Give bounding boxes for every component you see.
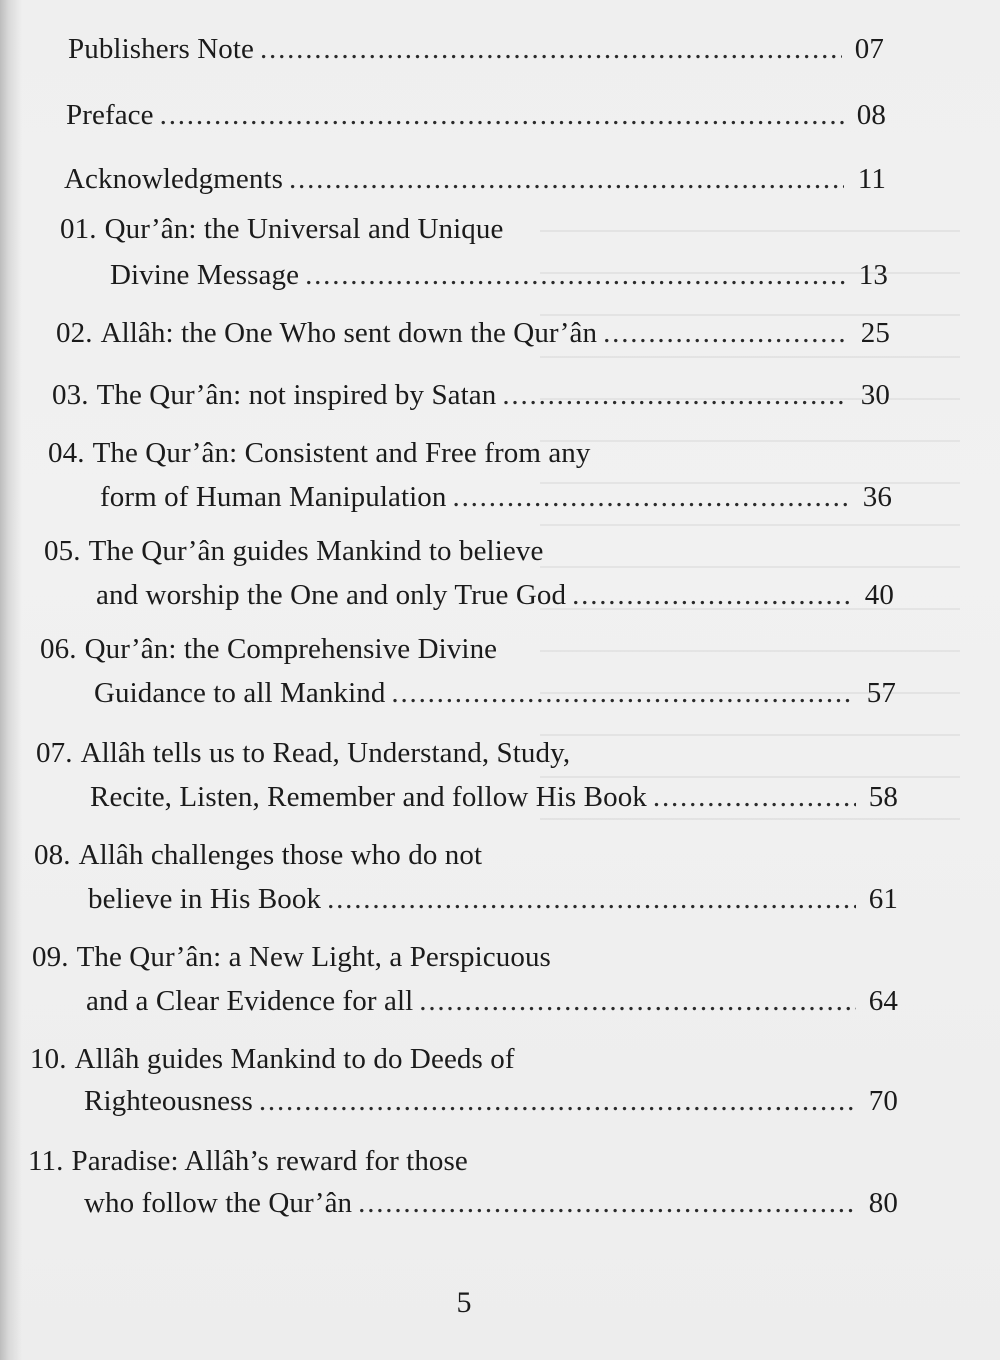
toc-page-number: 25 bbox=[860, 317, 890, 349]
toc-page-number: 40 bbox=[864, 579, 894, 611]
toc-entry-title: Qur’ân: the Comprehensive Divine bbox=[84, 633, 498, 665]
leader-dots bbox=[653, 781, 856, 814]
toc-entry-number: 05. bbox=[44, 535, 81, 567]
toc-entry-title: Preface bbox=[66, 99, 154, 131]
leader-dots bbox=[572, 579, 852, 612]
toc-page-number: 11 bbox=[857, 163, 886, 195]
toc-entry-title: The Qur’ân guides Mankind to believe bbox=[88, 535, 544, 567]
toc-entry-title: Acknowledgments bbox=[64, 163, 283, 195]
toc-entry-title: Paradise: Allâh’s reward for those bbox=[71, 1145, 468, 1177]
leader-dots bbox=[391, 677, 854, 710]
toc-entry-title-continued: and worship the One and only True God bbox=[96, 579, 567, 611]
leader-dots bbox=[603, 317, 848, 350]
toc-entry-title: The Qur’ân: a New Light, a Perspicuous bbox=[76, 941, 551, 973]
toc-entry-number: 09. bbox=[32, 941, 69, 973]
toc-entry-number: 03. bbox=[52, 379, 89, 411]
toc-page-number: 57 bbox=[866, 677, 896, 709]
toc-entry-title-continued: form of Human Manipulation bbox=[100, 481, 447, 513]
toc-entry-title-continued: and a Clear Evidence for all bbox=[86, 985, 414, 1017]
toc-entry-title-continued: Recite, Listen, Remember and follow His Book bbox=[90, 781, 647, 813]
toc-entry-title: Allâh challenges those who do not bbox=[78, 839, 483, 871]
toc-entry-title: Allâh guides Mankind to do Deeds of bbox=[74, 1043, 515, 1075]
toc-entry-title: The Qur’ân: Consistent and Free from any bbox=[92, 437, 591, 469]
page-number: 5 bbox=[456, 1286, 472, 1319]
toc-entry-number: 11. bbox=[28, 1145, 64, 1177]
toc-entry-number: 04. bbox=[48, 437, 85, 469]
leader-dots bbox=[260, 33, 842, 66]
toc-entry-title-continued: Divine Message bbox=[110, 259, 300, 291]
leader-dots bbox=[289, 163, 844, 196]
toc-page-number: 36 bbox=[862, 481, 892, 513]
leader-dots bbox=[419, 985, 856, 1018]
toc-entry-number: 02. bbox=[56, 317, 93, 349]
leader-dots bbox=[502, 379, 848, 412]
toc-entry-title-continued: Righteousness bbox=[84, 1085, 253, 1117]
toc-entry-number: 01. bbox=[60, 213, 97, 245]
toc-page-number: 58 bbox=[868, 781, 898, 813]
toc-entry-title: Qur’ân: the Universal and Unique bbox=[104, 213, 504, 245]
toc-page-number: 64 bbox=[868, 985, 898, 1017]
toc-page-number: 61 bbox=[868, 883, 898, 915]
leader-dots bbox=[305, 259, 846, 292]
leader-dots bbox=[327, 883, 856, 916]
leader-dots bbox=[453, 481, 850, 514]
leader-dots bbox=[259, 1085, 856, 1118]
toc-page-number: 30 bbox=[860, 379, 890, 411]
toc-page-number: 08 bbox=[856, 99, 886, 131]
toc-page-number: 70 bbox=[868, 1085, 898, 1117]
toc-entry-title: Publishers Note bbox=[68, 33, 254, 65]
toc-entry-title-continued: believe in His Book bbox=[88, 883, 322, 915]
toc-page-number: 80 bbox=[868, 1187, 898, 1219]
leader-dots bbox=[358, 1187, 856, 1220]
toc-entry-title-continued: Guidance to all Mankind bbox=[94, 677, 386, 709]
toc-entry-number: 07. bbox=[36, 737, 73, 769]
toc-entry-number: 08. bbox=[34, 839, 71, 871]
toc-page-number: 07 bbox=[854, 33, 884, 65]
toc-entry-title: Allâh: the One Who sent down the Qur’ân bbox=[100, 317, 598, 349]
toc-entry-number: 06. bbox=[40, 633, 77, 665]
toc-entry-title: Allâh tells us to Read, Understand, Study, bbox=[80, 737, 571, 769]
toc-entry-number: 10. bbox=[30, 1043, 67, 1075]
toc-entry-title: The Qur’ân: not inspired by Satan bbox=[96, 379, 497, 411]
leader-dots bbox=[160, 99, 844, 132]
toc-entry-title-continued: who follow the Qur’ân bbox=[84, 1187, 353, 1219]
toc-page-number: 13 bbox=[858, 259, 888, 291]
